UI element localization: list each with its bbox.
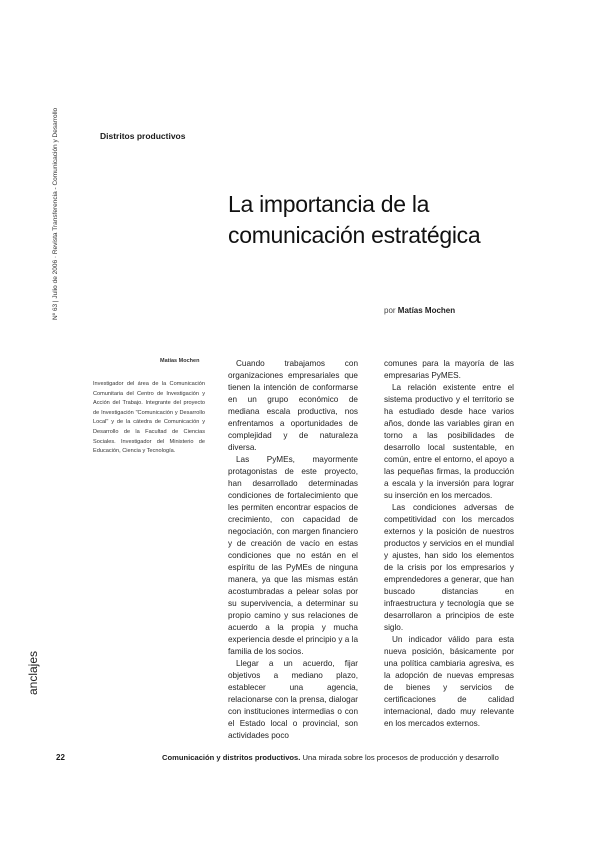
sidebar-author-name: Matías Mochen	[160, 358, 200, 364]
paragraph: La relación existente entre el sistema productivo y el territorio se ha estudiado desde hace varios años, donde las variables giran en torno a las posibilidades de desarrollo local sustentable, en común, entre el entorno, el apoyo a las pequeñas firmas, la producción a escala y la inversión para lograr su inserción en los mercados.	[384, 383, 514, 500]
article-column-1	[228, 358, 358, 742]
running-footer	[162, 753, 499, 762]
publication-info-vertical	[52, 100, 62, 320]
paragraph: Las condiciones adversas de competitividad con los mercados externos y la posición de nuestros productos y servicios en el mundial y ajustes, han sido los elementos de la crisis por los empresarios y emprendedores a generar, que han buscado distancias en infraestructura y tecnología que se desarrollaron a principios de este siglo.	[384, 503, 514, 632]
publication-info-text: Nº 63 | Julio de 2006 · Revista Transferencia - Comunicación y Desarrollo	[52, 107, 59, 320]
section-label: Distritos productivos	[100, 131, 186, 141]
paragraph: Cuando trabajamos con organizaciones empresariales que tienen la intención de conformarse en un grupo económico de mediana escala productiva, nos enfrentamos a oportunidades de complejidad y de naturaleza diversa.	[228, 359, 358, 452]
paragraph: comunes para la mayoría de las empresarias PyMES.	[384, 359, 514, 380]
byline	[384, 306, 455, 315]
title-line-2: comunicación estratégica	[228, 222, 481, 248]
paragraph: Un indicador válido para esta nueva posición, básicamente por una política cambiaria agresiva, es la adopción de nuevas empresas de bienes y servicios de certificaciones de calidad internacional, dado muy relevante en los mercados externos.	[384, 635, 514, 728]
section-tag-text: anclajes	[26, 650, 40, 695]
article-column-2	[384, 358, 514, 730]
byline-prefix: por	[384, 306, 396, 315]
article-title	[228, 189, 538, 251]
footer-title-rest: Una mirada sobre los procesos de producción y desarrollo	[300, 753, 499, 762]
paragraph: Las PyMEs, mayormente protagonistas de este proyecto, han desarrollado determinadas condiciones de fortalecimiento que les permiten encontrar espacios de crecimiento, con capacidad de negociación, con margen financiero y de creación de vacío en estas condiciones que no están en el espíritu de las PyMEs de ninguna manera, ya que las mismas están acostumbradas a pelear solas por su supervivencia, a determinar su propio camino y sus relaciones de acuerdo a la propia y mucha experiencia desde el principio y a la familia de los socios.	[228, 455, 358, 656]
section-tag-vertical	[26, 635, 40, 695]
paragraph: Llegar a un acuerdo, fijar objetivos a mediano plazo, establecer una agencia, relacionarse con la prensa, dialogar con instituciones intermedias o con el Estado local o provincial, son actividades poco	[228, 659, 358, 740]
sidebar-author-bio: Investigador del área de la Comunicación Comunitaria del Centro de Investigación y Acción del Trabajo. Integrante del proyecto de Investigación "Comunicación y Desarrollo Local" y de la cátedra de Comunicación y Desarrollo de la Facultad de Ciencias Sociales. Investigador del Ministerio de Educación, Ciencia y Tecnología.	[93, 381, 205, 455]
title-line-1: La importancia de la	[228, 191, 430, 217]
byline-author: Matías Mochen	[397, 306, 456, 315]
page-number: 22	[56, 753, 65, 762]
footer-title-bold: Comunicación y distritos productivos.	[162, 753, 301, 762]
